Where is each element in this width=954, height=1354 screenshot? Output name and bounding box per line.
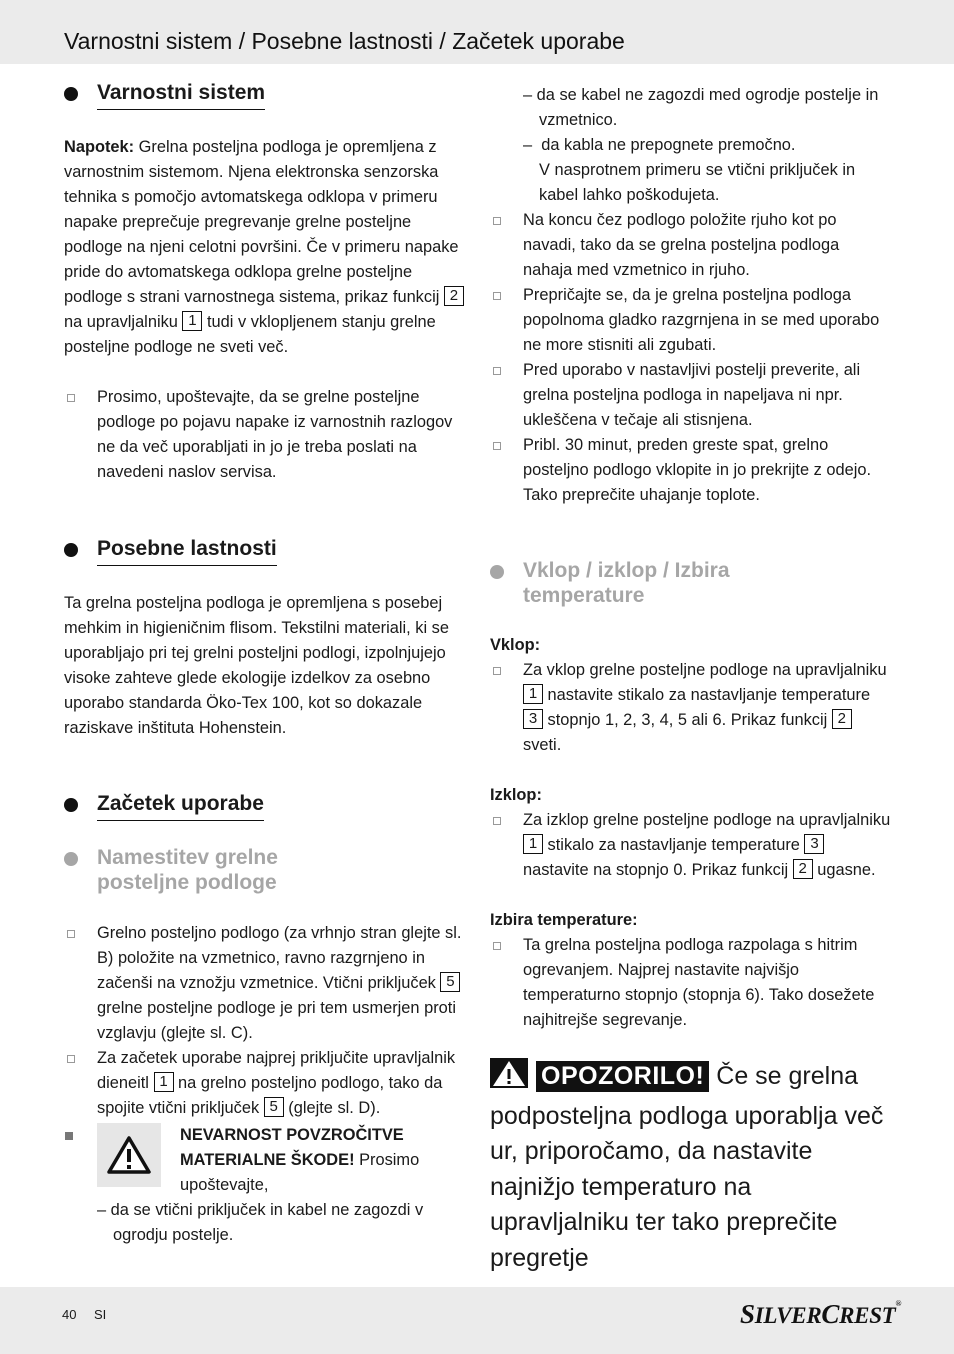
checkbox-bullet-icon (493, 217, 501, 225)
bullet-dot-icon (64, 543, 78, 557)
list-item: Ta grelna posteljna podloga razpolaga s hitrim ogrevanjem. Najprej nastavite najvišjo temperaturno stopnjo (stopnja 6). Tako dosežete najhitrejše segrevanje. (490, 933, 892, 1033)
left-column (64, 80, 464, 1248)
list-item: Grelno posteljno podlogo (za vrhnjo stran glejte sl. B) položite na vzmetnico, ravno razgrnjeno in začenši na vznožju vzmetnice. Vtični priključek 5 grelne posteljne podloge je pri tem usmerjen proti vzglavju (glejte sl. C). (64, 921, 464, 1046)
list-item: Na koncu čez podlogo položite rjuho kot po navadi, tako da se grelna posteljna podloga nahaja med vzmetnico in rjuho. (490, 208, 892, 283)
ref-box-1: 1 (182, 311, 202, 331)
warning-notice: OPOZORILO! Če se grelna podposteljna podloga uporablja več ur, priporočamo, da nastavite najnižjo temperaturo na upravljalniku ter tako preprečite pregretje (490, 1058, 892, 1276)
bullet-dot-icon (490, 565, 504, 579)
izbira-label: Izbira temperature: (490, 911, 638, 929)
checkbox-bullet-icon (67, 394, 75, 402)
list-item: Prosimo, upoštevajte, da se grelne posteljne podloge po pojavu napake iz varnostnih razlogov ne da več uporabljati in jo je treba poslati na navedeni naslov servisa. (64, 385, 464, 485)
dash-item: – da se kabel ne zagozdi med ogrodje postelje in vzmetnico. – da kabla ne prepognete premočno. V nasprotnem primeru se vtični priključek in kabel lahko poškodujeta. (523, 86, 879, 204)
ref-box-1: 1 (523, 834, 543, 854)
warning-label: OPOZORILO! (536, 1061, 709, 1092)
checkbox-bullet-icon (493, 942, 501, 950)
varnostni-note: Napotek: Grelna posteljna podloga je opremljena z varnostnim sistemom. Njena elektronska senzorska tehnika s pomočjo avtomatskega odklopa v primeru napake preprečuje pregrevanje grelne posteljne podloge na njeni celotni površini. Če v primeru napake pride do avtomatskega odklopa grelne posteljne podloge s strani varnostnega sistema, prikaz funkcij 2 na upravljalniku 1 tudi v vklopljenem stanju grelne posteljne podloge ne sveti več. (64, 135, 464, 360)
list-item: Za vklop grelne posteljne podloge na upravljalniku 1 nastavite stikalo za nastavljanje temperature 3 stopnjo 1, 2, 3, 4, 5 ali 6. Prikaz funkcij 2 sveti. (490, 658, 892, 758)
ref-box-5: 5 (264, 1097, 284, 1117)
ref-box-5: 5 (440, 972, 460, 992)
danger-dash-item: – da se vtični priključek in kabel ne zagozdi v ogrodju postelje. (97, 1201, 424, 1244)
page-number: 40 (62, 1307, 77, 1322)
section-heading-varnostni: Varnostni sistem (64, 80, 464, 110)
list-item: Za izklop grelne posteljne podloge na upravljalniku 1 stikalo za nastavljanje temperature 3 nastavite na stopnjo 0. Prikaz funkcij 2 ugasne. (490, 808, 892, 883)
section-heading-posebne: Posebne lastnosti (64, 536, 464, 566)
checkbox-bullet-icon (493, 367, 501, 375)
ref-box-3: 3 (804, 834, 824, 854)
filled-bullet-icon (65, 1132, 73, 1140)
right-column (490, 83, 892, 1276)
language-code: SI (94, 1307, 107, 1322)
warning-triangle-icon (490, 1058, 528, 1099)
vklop-label: Vklop: (490, 636, 541, 654)
ref-box-2: 2 (444, 286, 464, 306)
list-item: Pred uporabo v nastavljivi postelji preverite, ali grelna posteljna podloga in napeljava ni npr. ukleščena v tečaje ali stisnjena. (490, 358, 892, 433)
sub-heading-namestitev: Namestitev grelne posteljne podloge (64, 845, 464, 895)
checkbox-bullet-icon (67, 930, 75, 938)
ref-box-2: 2 (793, 859, 813, 879)
list-item: Za začetek uporabe najprej priključite upravljalnik dieneitl 1 na grelno posteljno podlogo, tako da spojite vtični priključek 5 (glejte sl. D). (64, 1046, 464, 1121)
bullet-dot-icon (64, 852, 78, 866)
checkbox-bullet-icon (493, 442, 501, 450)
checkbox-bullet-icon (493, 667, 501, 675)
checkbox-bullet-icon (493, 817, 501, 825)
brand-logo: SILVERCREST® (740, 1299, 902, 1329)
ref-box-1: 1 (523, 684, 543, 704)
checkbox-bullet-icon (493, 292, 501, 300)
ref-box-2: 2 (832, 709, 852, 729)
warning-triangle-icon (97, 1123, 161, 1187)
page-title: Varnostni sistem / Posebne lastnosti / Začetek uporabe (64, 28, 625, 54)
list-item: Pribl. 30 minut, preden greste spat, grelno posteljno podlogo vklopite in jo prekrijte z odejo. Tako preprečite uhajanje toplote. (490, 433, 892, 508)
section-heading-zacetek: Začetek uporabe (64, 791, 464, 821)
checkbox-bullet-icon (67, 1055, 75, 1063)
list-item: Prepričajte se, da je grelna posteljna podloga popolnoma gladko razgrnjena in se med uporabo ne more stisniti ali zgubati. (490, 283, 892, 358)
danger-notice: NEVARNOST POVZROČITVE MATERIALNE ŠKODE! Prosimo upoštevajte, (64, 1123, 464, 1198)
bullet-dot-icon (64, 87, 78, 101)
bullet-dot-icon (64, 798, 78, 812)
ref-box-3: 3 (523, 709, 543, 729)
izklop-label: Izklop: (490, 786, 542, 804)
sub-heading-vklop: Vklop / izklop / Izbira temperature (490, 558, 892, 608)
posebne-text: Ta grelna posteljna podloga je opremljena s posebej mehkim in higieničnim flisom. Tekstilni materiali, ki se uporabljajo pri tej grelni posteljni podlogi, izpolnjujejo visoke zahteve glede ekologije izdelkov za osebno uporabo standarda Öko-Tex 100, kot so dokazale raziskave inštituta Hohenstein. (64, 594, 449, 737)
ref-box-1: 1 (154, 1072, 174, 1092)
